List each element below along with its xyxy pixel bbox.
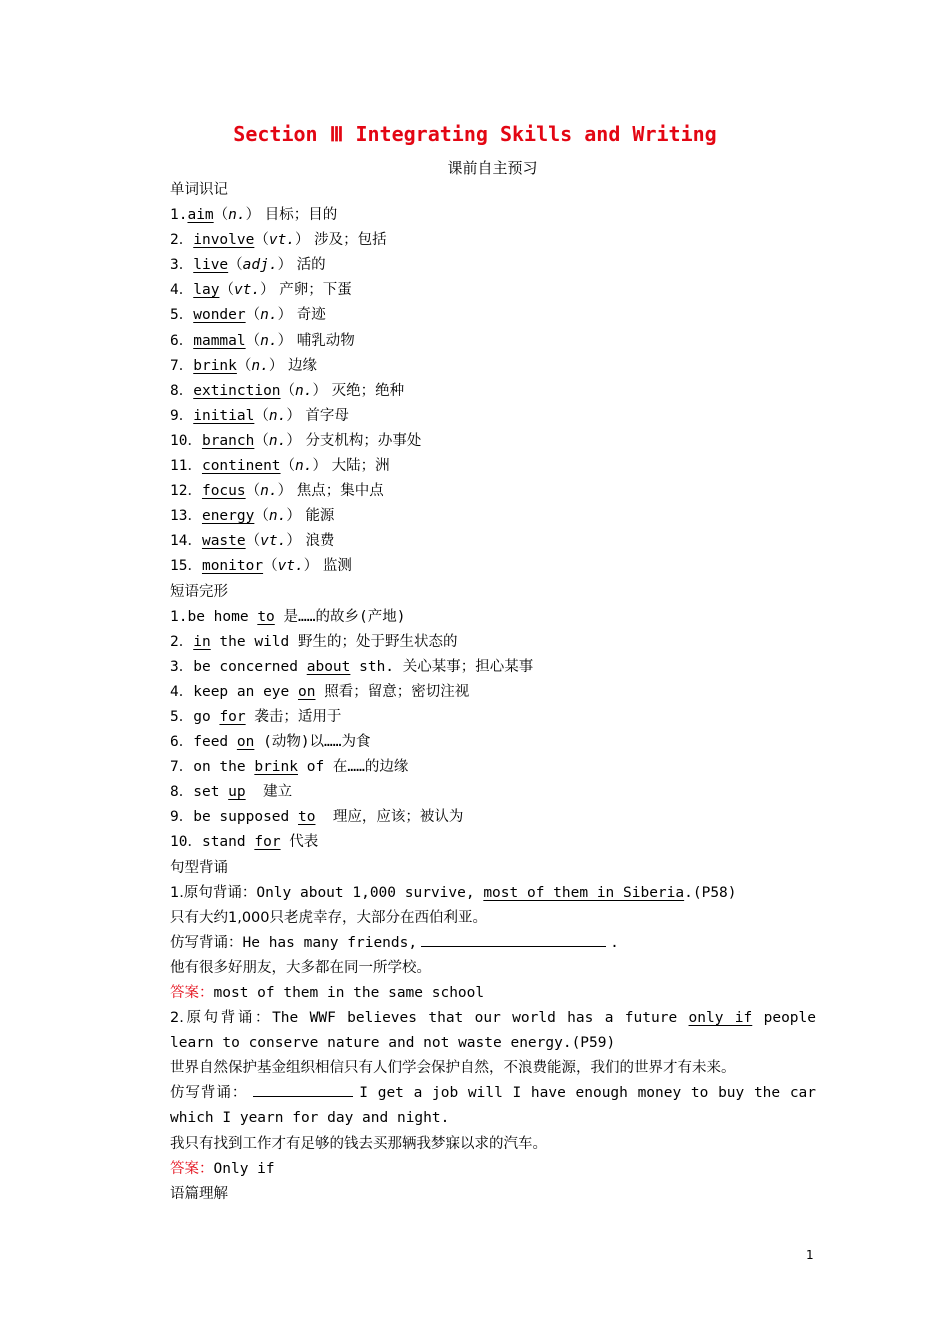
phrase-answer: on — [298, 683, 316, 700]
phrase-answer: about — [306, 658, 351, 675]
sentence-1-answer: 答案：most of them in the same school — [170, 985, 485, 1001]
phrase-item: 5．go for 袭击；适用于 — [170, 708, 342, 725]
sentences-heading: 句型背诵 — [170, 859, 228, 876]
vocab-item: 13．energy（n.） 能源 — [170, 508, 335, 525]
vocab-heading: 单词识记 — [170, 182, 228, 198]
phrase-item: 6．feed on (动物)以……为食 — [170, 734, 371, 751]
vocab-list — [136, 203, 816, 579]
vocab-word: live — [193, 257, 229, 274]
sentence-2-original: 2.原句背诵：The WWF believes that our world has a future only if people learn to conserve nature and not waste energy.(P59) — [170, 1010, 816, 1052]
vocab-item: 10．branch（n.） 分支机构；办事处 — [170, 432, 422, 449]
phrase-item: 7．on the brink of 在……的边缘 — [170, 759, 409, 776]
sentence-2-answer: 答案：Only if — [170, 1160, 275, 1177]
vocab-item: 14．waste（vt.） 浪费 — [170, 533, 335, 550]
phrase-list — [136, 605, 816, 856]
sentence-2-key-phrase: only if — [688, 1010, 753, 1027]
vocab-item: 5．wonder（n.） 奇迹 — [170, 307, 326, 324]
content-body — [136, 178, 816, 1207]
sentence-2-imitation: 仿写背诵： I get a job will I have enough money to buy the car which I yearn for day and night. — [136, 1081, 816, 1131]
vocab-word: initial — [193, 407, 255, 424]
sentence-1-key-phrase: most of them in Siberia — [483, 884, 685, 901]
phrase-item: 8．set up 建立 — [170, 784, 293, 801]
sentence-2-translation: 世界自然保护基金组织相信只有人们学会保护自然，不浪费能源，我们的世界才有未来。 — [170, 1060, 736, 1077]
vocab-word: continent — [201, 458, 281, 475]
vocab-word: energy — [201, 508, 255, 525]
vocab-word: branch — [201, 432, 255, 449]
phrase-answer: to — [257, 608, 275, 625]
vocab-item: 7．brink（n.） 边缘 — [170, 357, 317, 374]
vocab-word: mammal — [193, 332, 246, 349]
phrase-answer: for — [254, 834, 281, 851]
sentence-2-imitation-translation: 我只有找到工作才有足够的钱去买那辆我梦寐以求的汽车。 — [170, 1135, 547, 1152]
phrase-item: 2．in the wild 野生的；处于野生状态的 — [170, 633, 458, 650]
sentence-1-imitation-translation: 他有很多好朋友，大多都在同一所学校。 — [170, 959, 431, 976]
phrase-answer: in — [193, 633, 211, 650]
phrase-answer: for — [219, 708, 246, 725]
vocab-word: lay — [193, 282, 220, 299]
fill-blank[interactable] — [421, 932, 606, 947]
sentence-1-imitation: 仿写背诵：He has many friends, . — [136, 931, 816, 956]
vocab-item: 15．monitor（vt.） 监测 — [170, 558, 352, 575]
vocab-word: involve — [193, 232, 255, 249]
vocab-word: focus — [201, 483, 246, 500]
vocab-item: 8．extinction（n.） 灭绝；绝种 — [170, 382, 405, 399]
phrase-answer: on — [236, 734, 255, 751]
sentence-1-translation: 只有大约1,000只老虎幸存，大部分在西伯利亚。 — [170, 909, 488, 926]
page-number: 1 — [806, 1248, 814, 1262]
vocab-item: 9．initial（n.） 首字母 — [170, 407, 349, 424]
vocab-item: 3．live（adj.） 活的 — [170, 257, 326, 274]
phrase-item: 1.be home to 是……的故乡(产地) — [170, 608, 406, 625]
vocab-word: waste — [201, 533, 246, 550]
phrase-item: 10．stand for 代表 — [170, 834, 319, 851]
vocab-item: 4．lay（vt.） 产卵；下蛋 — [170, 282, 352, 299]
vocab-item: 1.aim（n.） 目标；目的 — [170, 207, 338, 224]
vocab-word: monitor — [201, 558, 264, 575]
phrases-heading: 短语完形 — [170, 583, 228, 600]
vocab-item: 11．continent（n.） 大陆；洲 — [170, 458, 390, 475]
fill-blank[interactable] — [253, 1082, 353, 1097]
section-subtitle: 课前自主预习 — [447, 159, 538, 177]
vocab-item: 12．focus（n.） 焦点；集中点 — [170, 483, 384, 500]
vocab-word: wonder — [193, 307, 246, 324]
vocab-item: 6．mammal（n.） 哺乳动物 — [170, 332, 355, 349]
sentence-1-original: 1.原句背诵：Only about 1,000 survive, most of them in Siberia.(P58) — [170, 884, 737, 901]
phrase-answer: to — [298, 809, 316, 826]
vocab-word: brink — [193, 357, 237, 374]
vocab-word: extinction — [193, 382, 281, 399]
phrase-item: 9．be supposed to 理应，应该；被认为 — [170, 809, 464, 826]
reading-heading: 语篇理解 — [170, 1185, 228, 1202]
phrase-item: 3．be concerned about sth. 关心某事；担心某事 — [170, 658, 534, 675]
vocab-word: aim — [187, 207, 214, 224]
section-title: Section Ⅲ Integrating Skills and Writing — [233, 122, 717, 146]
phrase-item: 4．keep an eye on 照看；留意；密切注视 — [170, 683, 470, 700]
phrase-answer: up — [228, 784, 246, 801]
vocab-item: 2．involve（vt.） 涉及；包括 — [170, 232, 387, 249]
phrase-answer: brink — [254, 759, 298, 776]
